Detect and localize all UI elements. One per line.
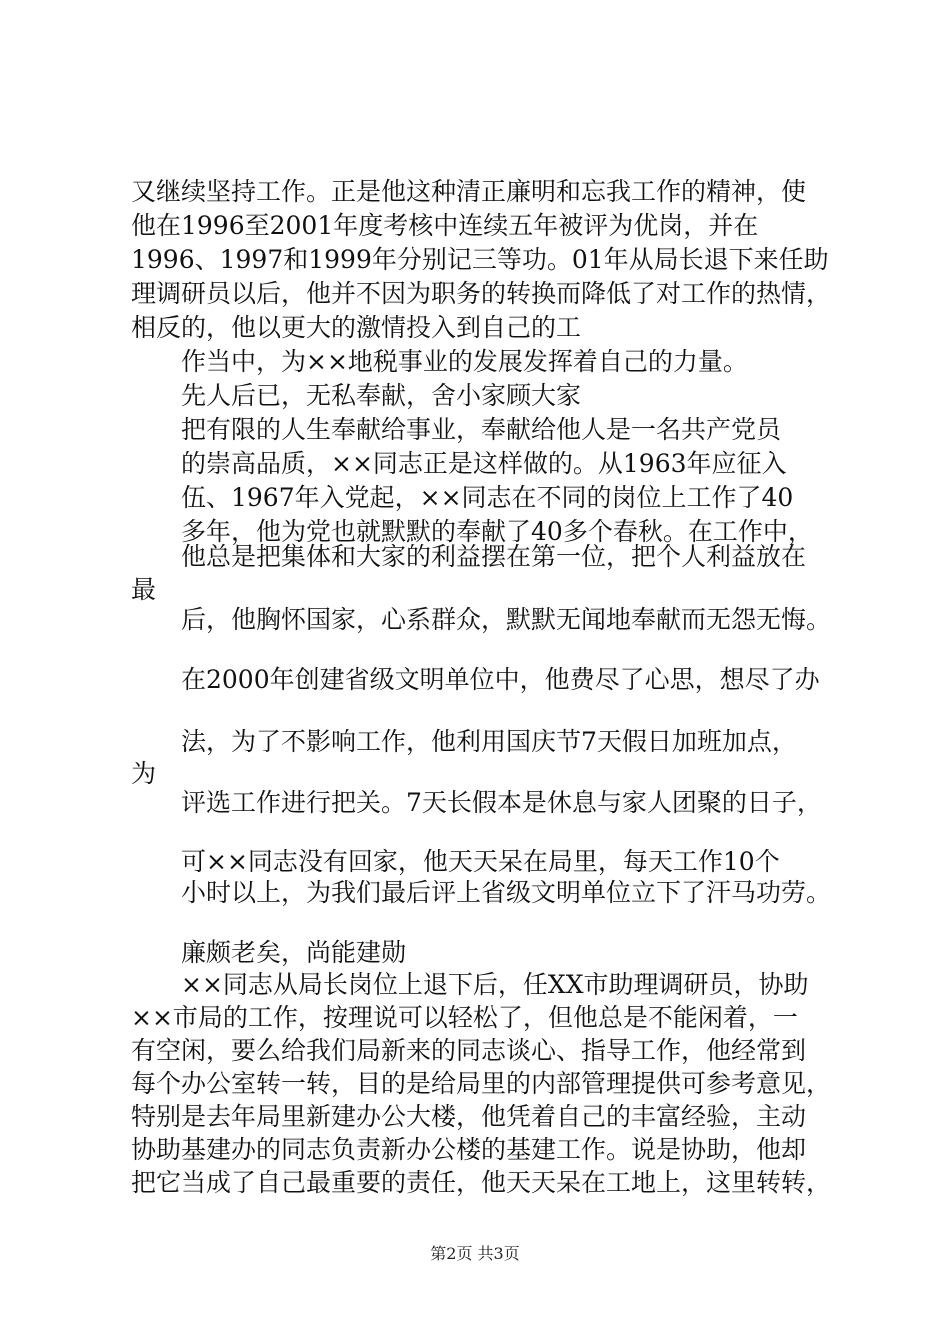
text-line: 把它当成了自己最重要的责任，他天天呆在工地上，这里转转， — [131, 1168, 832, 1197]
text-line: ××市局的工作，按理说可以轻松了，但他总是不能闲着，一 — [131, 1003, 798, 1032]
text-line: 法，为了不影响工作，他利用国庆节7天假日加班加点， — [181, 727, 797, 756]
text-line: 作当中，为××地税事业的发展发挥着自己的力量。 — [181, 347, 748, 376]
text-line: 协助基建办的同志负责新办公楼的基建工作。说是协助，他却 — [131, 1135, 807, 1164]
page-number-footer: 第2页 共3页 — [430, 1244, 520, 1263]
text-line: 每个办公室转一转，目的是给局里的内部管理提供可参考意见， — [131, 1069, 832, 1098]
section-heading: 先人后已，无私奉献，舍小家顾大家 — [181, 381, 582, 410]
text-line: 为 — [131, 759, 157, 788]
text-line: 特别是去年局里新建办公大楼，他凭着自己的丰富经验，主动 — [131, 1102, 807, 1131]
text-line: 小时以上，为我们最后评上省级文明单位立下了汗马功劳。 — [181, 878, 832, 907]
text-line: 在2000年创建省级文明单位中，他费尽了心思，想尽了办 — [181, 665, 820, 694]
text-line: 最 — [131, 575, 157, 604]
text-line: 1996、1997和1999年分别记三等功。01年从局长退下来任助 — [131, 245, 829, 274]
text-line: 可××同志没有回家，他天天呆在局里，每天工作10个 — [181, 847, 780, 876]
text-line: 相反的，他以更大的激情投入到自己的工 — [131, 313, 582, 342]
text-line: 他在1996至2001年度考核中连续五年被评为优岗，并在 — [131, 211, 759, 240]
text-line: 有空闲，要么给我们局新来的同志谈心、指导工作，他经常到 — [131, 1036, 807, 1065]
text-line: ××同志从局长岗位上退下后，任XX市助理调研员，协助 — [181, 970, 809, 999]
text-line: 他总是把集体和大家的利益摆在第一位，把个人利益放在 — [181, 542, 807, 571]
text-line: 后，他胸怀国家，心系群众，默默无闻地奉献而无怨无悔。 — [181, 605, 832, 634]
text-line: 又继续坚持工作。正是他这种清正廉明和忘我工作的精神，使 — [131, 177, 807, 206]
section-heading: 廉颇老矣，尚能建勋 — [181, 938, 407, 967]
text-line: 理调研员以后，他并不因为职务的转换而降低了对工作的热情， — [131, 279, 832, 308]
text-line: 伍、1967年入党起，××同志在不同的岗位上工作了40 — [181, 483, 794, 512]
text-line: 评选工作进行把关。7天长假本是休息与家人团聚的日子， — [181, 788, 822, 817]
text-line: 的崇高品质，××同志正是这样做的。从1963年应征入 — [181, 449, 787, 478]
text-line: 把有限的人生奉献给事业，奉献给他人是一名共产党员 — [181, 415, 782, 444]
text-line: 多年，他为党也就默默的奉献了40多个春秋。在工作中， — [181, 517, 813, 546]
